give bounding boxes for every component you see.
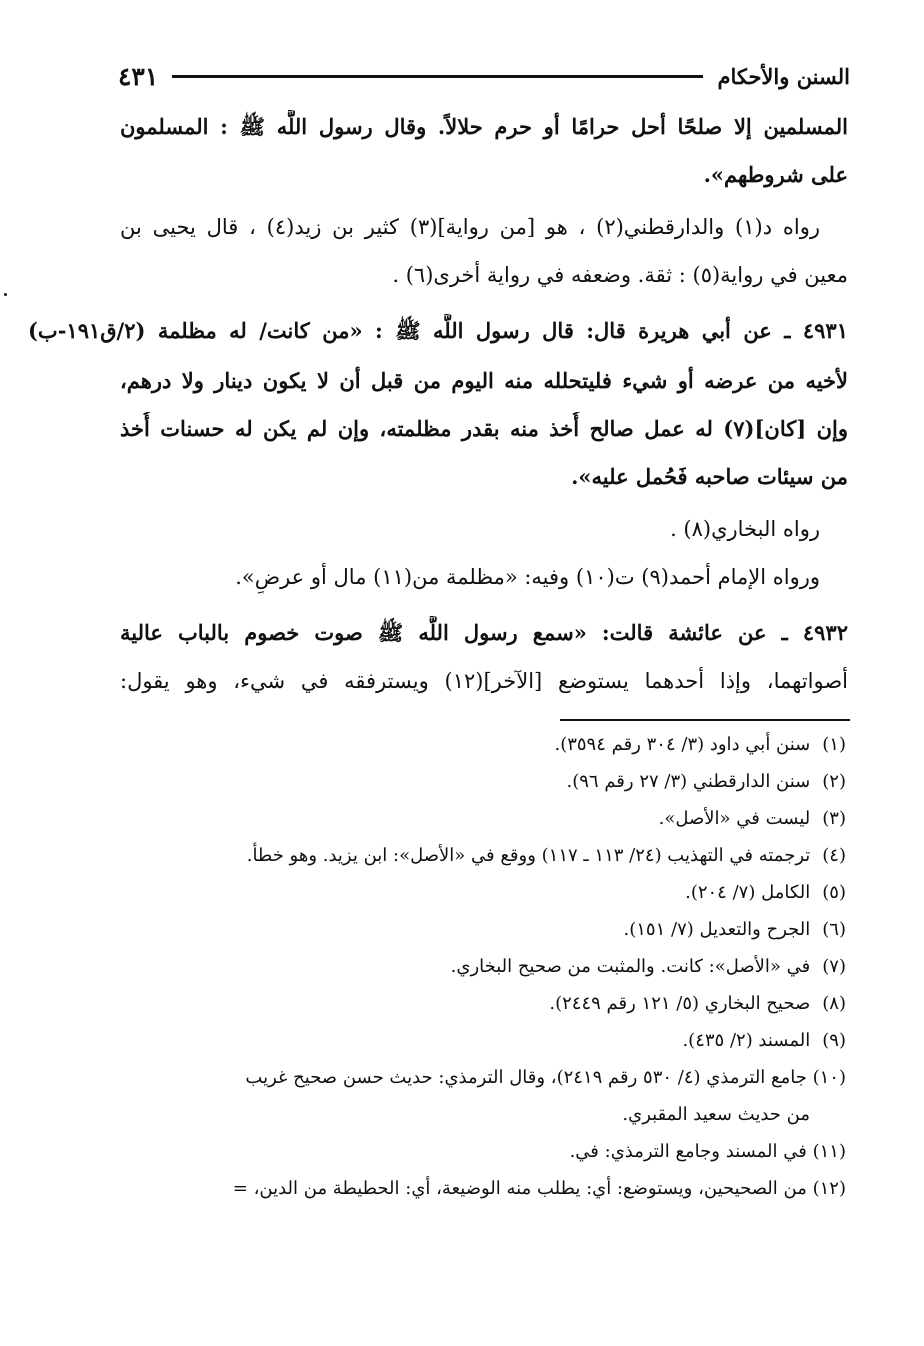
footnote-text: صحيح البخاري (٥/ ١٢١ رقم ٢٤٤٩). [549, 993, 811, 1014]
footnote-number: (١٢) [812, 1178, 846, 1199]
footnote-text: سنن أبي داود (٣/ ٣٠٤ رقم ٣٥٩٤). [554, 734, 811, 755]
footnote-2 [116, 767, 846, 797]
footnote-7 [116, 952, 846, 982]
footnote-number: (١١) [812, 1141, 846, 1162]
footnote-6 [116, 915, 846, 945]
footnote-3 [116, 804, 846, 834]
footnote-separator [560, 719, 850, 721]
footnote-number: (٣) [822, 808, 846, 829]
footnote-4 [116, 841, 846, 871]
running-title: السنن والأحكام [717, 63, 850, 89]
page-header [118, 58, 850, 94]
footnote-number: (٨) [822, 993, 846, 1014]
footnote-text: سنن الدارقطني (٣/ ٢٧ رقم ٩٦). [566, 771, 811, 792]
footnote-8 [116, 989, 846, 1019]
footnote-10-continuation: من حديث سعيد المقبري. [622, 1104, 810, 1125]
footnote-number: (١٠) [812, 1067, 846, 1088]
hadith-4931-line-3: وإن [كان](٧) له عمل صالح أُخذ منه بقدر مظلمته، وإن لم يكن له حسنات أُخذ [120, 416, 848, 441]
body-line-2: على شروطهم». [703, 162, 848, 187]
footnote-text: الجرح والتعديل (٧/ ١٥١). [623, 919, 811, 940]
footnote-number: (٩) [822, 1030, 846, 1051]
footnote-11 [116, 1137, 846, 1167]
footnote-number: (٢) [822, 771, 846, 792]
footnote-text: ترجمته في التهذيب (٢٤/ ١١٣ ـ ١١٧) ووقع في «الأصل»: ابن يزيد. وهو خطأ. [246, 845, 811, 866]
footnote-text: في المسند وجامع الترمذي: في. [569, 1141, 807, 1162]
hadith-4931-source-2: ورواه الإمام أحمد(٩) ت(١٠) وفيه: «مظلمة من(١١) مال أو عرضٍ». [235, 565, 820, 589]
hadith-4931-source: رواه البخاري(٨) . [670, 517, 820, 541]
footnote-1 [116, 730, 846, 760]
footnote-text: في «الأصل»: كانت. والمثبت من صحيح البخاري. [450, 956, 811, 977]
hadith-4932-line-1: ٤٩٣٢ ـ عن عائشة قالت: «سمع رسول اللَّه ﷺ صوت خصوم بالباب عالية [120, 620, 848, 645]
body-line-3: رواه د(١) والدارقطني(٢) ، هو [من رواية](٣) كثير بن زيد(٤) ، قال يحيى بن [120, 215, 820, 239]
hadith-4931-line-1: ٤٩٣١ ـ عن أبي هريرة قال: قال رسول اللَّه ﷺ : «من كانت/ له مظلمة (٢/ق١٩١-ب) [28, 318, 848, 343]
page-number: ٤٣١ [118, 61, 159, 91]
footnote-number: (٧) [822, 956, 846, 977]
footnote-number: (٤) [822, 845, 846, 866]
footnote-number: (٥) [822, 882, 846, 903]
footnote-10 [116, 1063, 846, 1093]
footnote-text: ليست في «الأصل». [658, 808, 811, 829]
hadith-4931-line-4: من سيئات صاحبه فَحُمل عليه». [571, 464, 848, 489]
scan-speck [4, 293, 7, 296]
body-line-4: معين في رواية(٥) : ثقة. وضعفه في رواية أخرى(٦) . [392, 263, 848, 287]
footnote-number: (٦) [822, 919, 846, 940]
footnote-9 [116, 1026, 846, 1056]
hadith-4931-line-2: لأخيه من عرضه أو شيء فليتحلله منه اليوم من قبل أن لا يكون دينار ولا درهم، [120, 368, 848, 393]
footnote-text: من الصحيحين، ويستوضع: أي: يطلب منه الوضيعة، أي: الحطيطة من الدين، = [232, 1178, 807, 1199]
footnote-text: الكامل (٧/ ٢٠٤). [685, 882, 811, 903]
footnote-5 [116, 878, 846, 908]
header-rule [172, 75, 703, 78]
body-line-1: المسلمين إلا صلحًا أحل حرامًا أو حرم حلالاً. وقال رسول اللَّه ﷺ : المسلمون [120, 114, 848, 139]
footnote-12 [116, 1174, 846, 1204]
footnote-text: المسند (٢/ ٤٣٥). [682, 1030, 811, 1051]
footnote-text: جامع الترمذي (٤/ ٥٣٠ رقم ٢٤١٩)، وقال الترمذي: حديث حسن صحيح غريب [245, 1067, 807, 1088]
footnote-number: (١) [822, 734, 846, 755]
hadith-4932-line-2: أصواتهما، وإذا أحدهما يستوضع [الآخر](١٢) ويسترفقه في شيء، وهو يقول: [120, 669, 848, 693]
